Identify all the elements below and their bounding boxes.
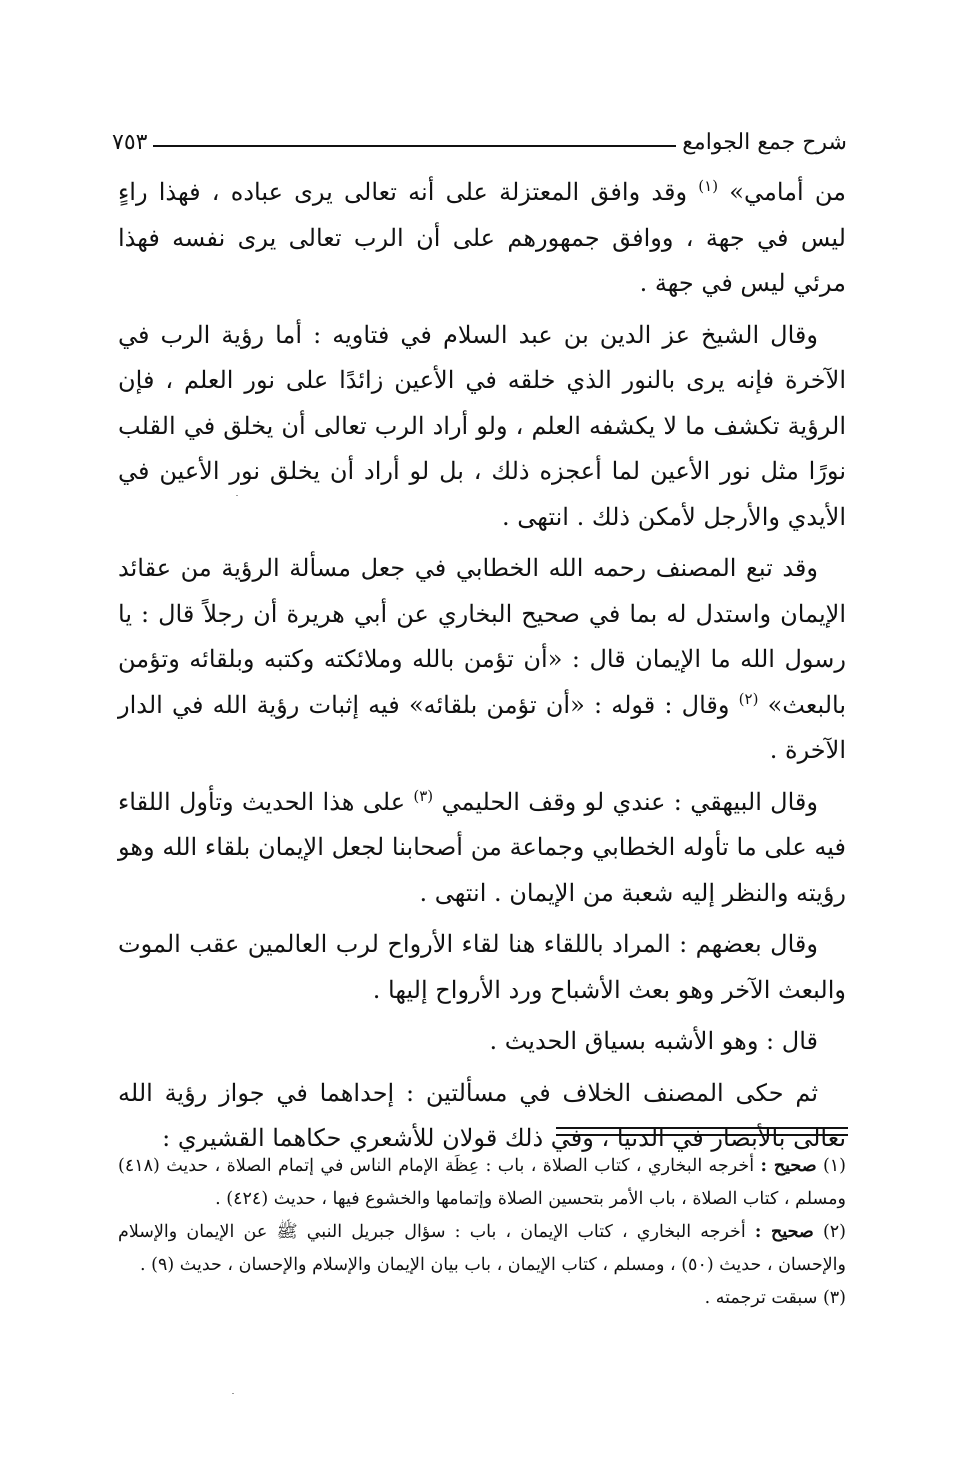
footnote-2-grade: صحيح : [754,1222,814,1242]
paragraph-6: قال : وهو الأشبه بسياق الحديث . [489,1027,818,1055]
scan-speck [232,1393,234,1394]
paragraph-4-text-b: على هذا الحديث وتأول اللقاء فيه على ما تأوله الخطابي وجماعة من أصحابنا لجعل الإيمان بلقاء الله وهو رؤيته والنظر إليه شعبة من الإيمان . انتهى . [118,787,846,907]
footnote-ref-2[interactable]: (٢) [738,689,759,708]
paragraph-7: ثم حكى المصنف الخلاف في مسألتين : إحداهما في جواز رؤية الله تعالى بالأبصار في الدنيا ، وفي ذلك قولان للأشعري حكاهما القشيري : [118,1078,846,1152]
footnote-2-number: (٢) [822,1222,846,1242]
page-number: ٧٥٣ [112,130,148,155]
footnote-2 [118,1216,846,1282]
paragraph-2: وقال الشيخ عز الدين بن عبد السلام في فتاويه : أما رؤية الرب في الآخرة فإنه يرى بالنور الذي خلقه في الأعين زائدًا على نور العلم ، فإن الرؤية تكشف ما لا يكشفه العلم ، ولو أراد الرب تعالى أن يخلق في القلب نورًا مثل نور الأعين لما أعجزه ذلك ، بل لو أراد أن يخلق نور الأعين في الأيدي والأرجل لأمكن ذلك . انتهى . [118,320,846,531]
footnote-1-grade: صحيح : [760,1156,817,1176]
paragraph-3 [118,546,846,774]
footnote-2-text: أخرجه البخاري ، كتاب الإيمان ، باب : سؤال جبريل النبي ﷺ عن الإيمان والإسلام والإحسان ، حديث (٥٠) ، ومسلم ، كتاب الإيمان ، باب بيان الإيمان والإسلام والإحسان ، حديث (٩) . [118,1222,846,1275]
footnote-ref-3[interactable]: (٣) [413,786,434,805]
paragraph-3-text-b: وقال : قوله : «أن تؤمن بلقائه» فيه إثبات رؤية الله في الدار الآخرة . [118,690,846,764]
paragraph-1-text-b: وقد وافق المعتزلة على أنه تعالى يرى عباده ، فهذا راءٍ ليس في جهة ، ووافق جمهورهم على أن الرب تعالى يرى نفسه فهذا مرئي ليس في جهة . [118,178,846,297]
paragraph-5: وقال بعضهم : المراد باللقاء هنا لقاء الأرواح لرب العالمين عقب الموت والبعث الآخر وهو بعث الأشباح ورد الأرواح إليها . [118,930,846,1004]
footnote-1-number: (١) [822,1156,846,1176]
header-title: شرح جمع الجوامع [682,130,847,155]
paragraph-1 [118,170,846,307]
paragraph-1-text-a: من أمامي» [718,178,846,206]
paragraph-4-text-a: وقال البيهقي : عندي لو وقف الحليمي [433,787,818,816]
footnote-1-text: أخرجه البخاري ، كتاب الصلاة ، باب : عِظَة الإمام الناس في إتمام الصلاة ، حديث (٤١٨) ومسلم ، كتاب الصلاة ، باب الأمر بتحسين الصلاة وإتمامها والخشوع فيها ، حديث (٤٢٤) . [118,1156,846,1209]
footnote-1 [118,1150,846,1216]
footnote-ref-1[interactable]: (١) [698,177,719,195]
footnote-3-number: (٣) [822,1288,846,1308]
footnotes [118,1150,846,1315]
footnote-3-text: سبقت ترجمته . [704,1288,818,1308]
running-header [112,118,847,154]
paragraph-4 [118,780,846,917]
footnote-3 [118,1282,846,1315]
header-rule [153,145,676,147]
paragraph-3-text-a: وقد تبع المصنف رحمه الله الخطابي في جعل مسألة الرؤية من عقائد الإيمان واستدل له بما في صحيح البخاري عن أبي هريرة أن رجلاً قال : يا رسول الله ما الإيمان قال : «أن تؤمن بالله وملائكته وكتبه وبلقائه وتؤمن بالبعث» [118,554,846,719]
footnote-separator [556,1127,848,1136]
scan-speck [236,495,238,496]
main-text [118,170,846,1168]
